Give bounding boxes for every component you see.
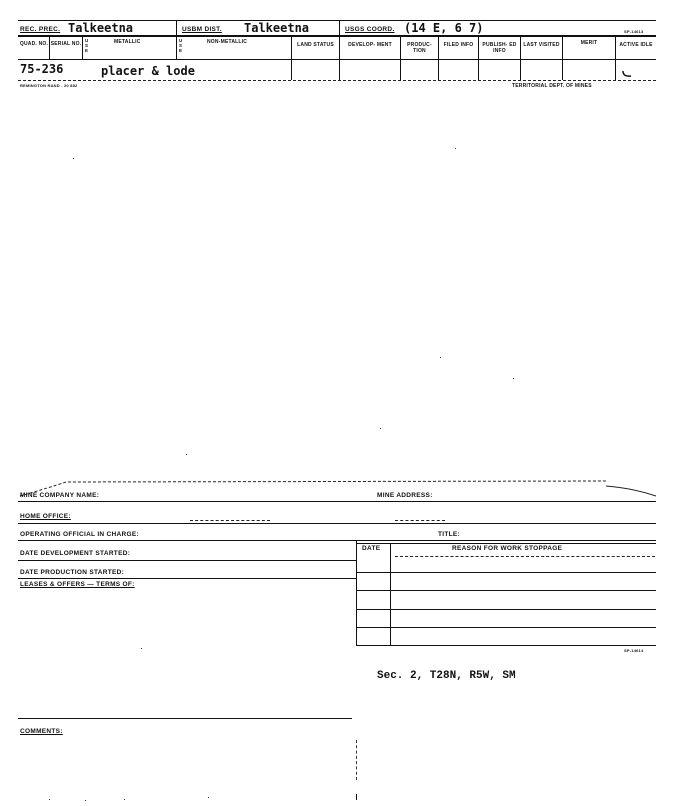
usbm-dist-value: Talkeetna: [244, 21, 310, 35]
col-merit: MERIT: [580, 40, 598, 46]
col-use-metallic: U S E: [85, 38, 89, 53]
usgs-coord-label: USGS COORD.: [345, 26, 395, 33]
title-label: TITLE:: [438, 531, 461, 538]
form-code-bottom: SP-14614: [624, 648, 644, 653]
usbm-dist-label: USBM DIST.: [182, 26, 222, 33]
col-serial-no: SERIAL NO.: [50, 41, 82, 47]
date-production-label: DATE PRODUCTION STARTED:: [20, 569, 125, 576]
comments-label: COMMENTS:: [20, 728, 63, 735]
usgs-coord-value: (14 E, 6 7): [404, 21, 484, 35]
rec-prec-value: Talkeetna: [68, 21, 134, 35]
home-office-label: HOME OFFICE:: [20, 513, 71, 520]
col-filed-info: FILED INFO: [443, 42, 474, 48]
date-development-label: DATE DEVELOPMENT STARTED:: [20, 550, 131, 557]
metallic-value: placer & lode: [101, 64, 195, 78]
col-metallic: METALLIC: [114, 39, 141, 45]
col-last-visited: LAST VISITED: [523, 42, 560, 48]
col-published-info: PUBLISH- ED INFO: [482, 42, 517, 54]
idle-mark: [621, 66, 633, 74]
col-use-nonmetallic: U S E: [179, 38, 183, 53]
mine-address-label: MINE ADDRESS:: [377, 492, 433, 499]
serial-value: 75-236: [20, 62, 64, 76]
col-production: PRODUC- TION: [407, 42, 432, 54]
form-code-top: SP-14613: [624, 29, 644, 34]
col-quad-no: QUAD. NO.: [19, 41, 49, 47]
location-value: Sec. 2, T28N, R5W, SM: [377, 670, 516, 682]
footer-right: TERRITORIAL DEPT. OF MINES: [512, 83, 592, 89]
footer-left: REMINGTON RAND - 20 882: [20, 83, 78, 88]
col-active-idle: ACTIVE IDLE: [619, 42, 653, 48]
col-development: DEVELOP- MENT: [348, 42, 392, 48]
operating-official-label: OPERATING OFFICIAL IN CHARGE:: [20, 531, 139, 538]
col-non-metallic: NON-METALLIC: [207, 39, 248, 45]
leases-label: LEASES & OFFERS — TERMS OF:: [20, 581, 135, 588]
card-edge: [18, 476, 658, 503]
date-column-header: DATE: [362, 545, 381, 552]
col-land-status: LAND STATUS: [297, 42, 334, 48]
mine-company-name-label: MINE COMPANY NAME:: [20, 492, 100, 499]
reason-column-header: REASON FOR WORK STOPPAGE: [452, 545, 563, 552]
rec-prec-label: REC. PREC.: [20, 26, 61, 33]
